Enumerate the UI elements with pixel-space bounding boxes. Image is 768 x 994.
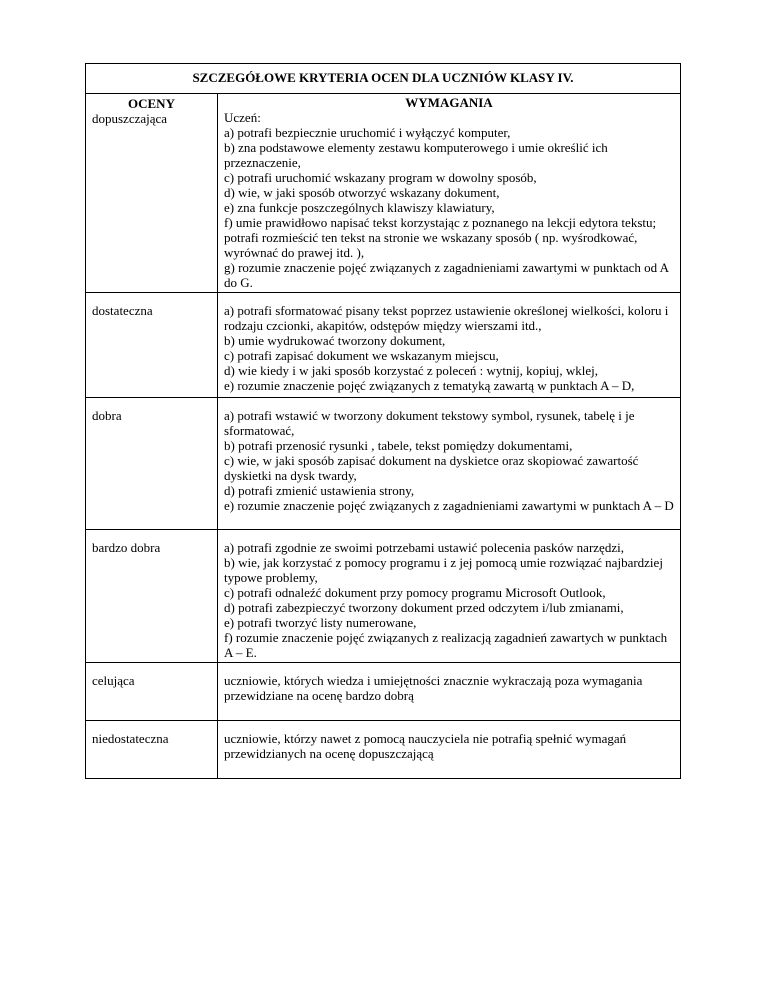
requirement-line: b) umie wydrukować tworzony dokument,	[224, 333, 446, 348]
requirement-line: d) potrafi zabezpieczyć tworzony dokument przed odczytem i/lub zmianami,	[224, 600, 624, 615]
requirement-line: c) potrafi zapisać dokument we wskazanym miejscu,	[224, 348, 499, 363]
requirement-line: uczniowie, których wiedza i umiejętności znacznie wykraczają poza wymagania przewidziane na ocenę bardzo dobrą	[224, 673, 643, 703]
requirement-line: c) potrafi uruchomić wskazany program w dowolny sposób,	[224, 170, 537, 185]
requirements-header: WYMAGANIA	[405, 95, 493, 110]
grades-header: OCENY	[128, 96, 175, 111]
requirement-line: e) rozumie znaczenie pojęć związanych z tematyką zawartą w punktach A – D,	[224, 378, 635, 393]
grade-cell	[86, 94, 218, 293]
requirement-line: e) rozumie znaczenie pojęć związanych z zagadnieniami zawartymi w punktach A – D	[224, 498, 674, 513]
table-row	[86, 721, 681, 779]
requirements-cell	[218, 530, 681, 663]
grade-cell	[86, 398, 218, 530]
grade-cell	[86, 721, 218, 779]
requirement-line: a) potrafi zgodnie ze swoimi potrzebami ustawić polecenia pasków narzędzi,	[224, 540, 624, 555]
grade-label: celująca	[92, 673, 135, 688]
grade-label: niedostateczna	[92, 731, 169, 746]
requirements-cell	[218, 94, 681, 293]
grade-cell	[86, 293, 218, 398]
grade-label: dopuszczająca	[92, 111, 168, 126]
requirement-line: d) wie kiedy i w jaki sposób korzystać z poleceń : wytnij, kopiuj, wklej,	[224, 363, 599, 378]
criteria-table	[85, 63, 681, 779]
requirement-line: d) potrafi zmienić ustawienia strony,	[224, 483, 415, 498]
requirement-line: f) rozumie znaczenie pojęć związanych z realizacją zagadnień zawartych w punktach A – E.	[224, 630, 668, 660]
requirement-line: b) wie, jak korzystać z pomocy programu i z jej pomocą umie rozwiązać najbardziej typowe problemy,	[224, 555, 663, 585]
requirement-line: a) potrafi wstawić w tworzony dokument tekstowy symbol, rysunek, tabelę i je sformatować,	[224, 408, 635, 438]
requirement-line: f) umie prawidłowo napisać tekst korzystając z poznanego na lekcji edytora tekstu; potrafi rozmieścić ten tekst na stronie we wskazany sposób ( np. wyśrodkować, wyrównać do prawej itd. ),	[224, 215, 657, 260]
grade-label: bardzo dobra	[92, 540, 161, 555]
requirement-line: a) potrafi sformatować pisany tekst poprzez ustawienie określonej wielkości, koloru i rodzaju czcionki, akapitów, odstępów między wierszami itd.,	[224, 303, 669, 333]
grade-cell	[86, 530, 218, 663]
requirement-line: b) zna podstawowe elementy zestawu komputerowego i umie określić ich przeznaczenie,	[224, 140, 608, 170]
requirements-cell	[218, 293, 681, 398]
grade-cell	[86, 663, 218, 721]
requirement-line: c) potrafi odnaleźć dokument przy pomocy programu Microsoft Outlook,	[224, 585, 606, 600]
requirement-line: d) wie, w jaki sposób otworzyć wskazany dokument,	[224, 185, 500, 200]
requirement-line: uczniowie, którzy nawet z pomocą nauczyciela nie potrafią spełnić wymagań przewidzianych na ocenę dopuszczającą	[224, 731, 627, 761]
table-row	[86, 663, 681, 721]
grade-label: dostateczna	[92, 303, 153, 318]
requirement-line: e) potrafi tworzyć listy numerowane,	[224, 615, 417, 630]
requirement-line: a) potrafi bezpiecznie uruchomić i wyłączyć komputer,	[224, 125, 511, 140]
title-row	[86, 64, 681, 94]
requirements-cell	[218, 398, 681, 530]
requirement-line: c) wie, w jaki sposób zapisać dokument na dyskietce oraz skopiować zawartość dyskietki na dysk twardy,	[224, 453, 639, 483]
requirement-line: g) rozumie znaczenie pojęć związanych z zagadnieniami zawartymi w punktach od A do G.	[224, 260, 669, 290]
table-row	[86, 398, 681, 530]
requirements-cell	[218, 721, 681, 779]
grade-label: dobra	[92, 408, 122, 423]
requirement-line: b) potrafi przenosić rysunki , tabele, tekst pomiędzy dokumentami,	[224, 438, 573, 453]
requirement-line: e) zna funkcje poszczególnych klawiszy klawiatury,	[224, 200, 495, 215]
requirements-cell	[218, 663, 681, 721]
table-row	[86, 94, 681, 293]
document-title: SZCZEGÓŁOWE KRYTERIA OCEN DLA UCZNIÓW KLASY IV.	[86, 64, 681, 94]
table-row	[86, 530, 681, 663]
requirement-line: Uczeń:	[224, 110, 261, 125]
table-row	[86, 293, 681, 398]
